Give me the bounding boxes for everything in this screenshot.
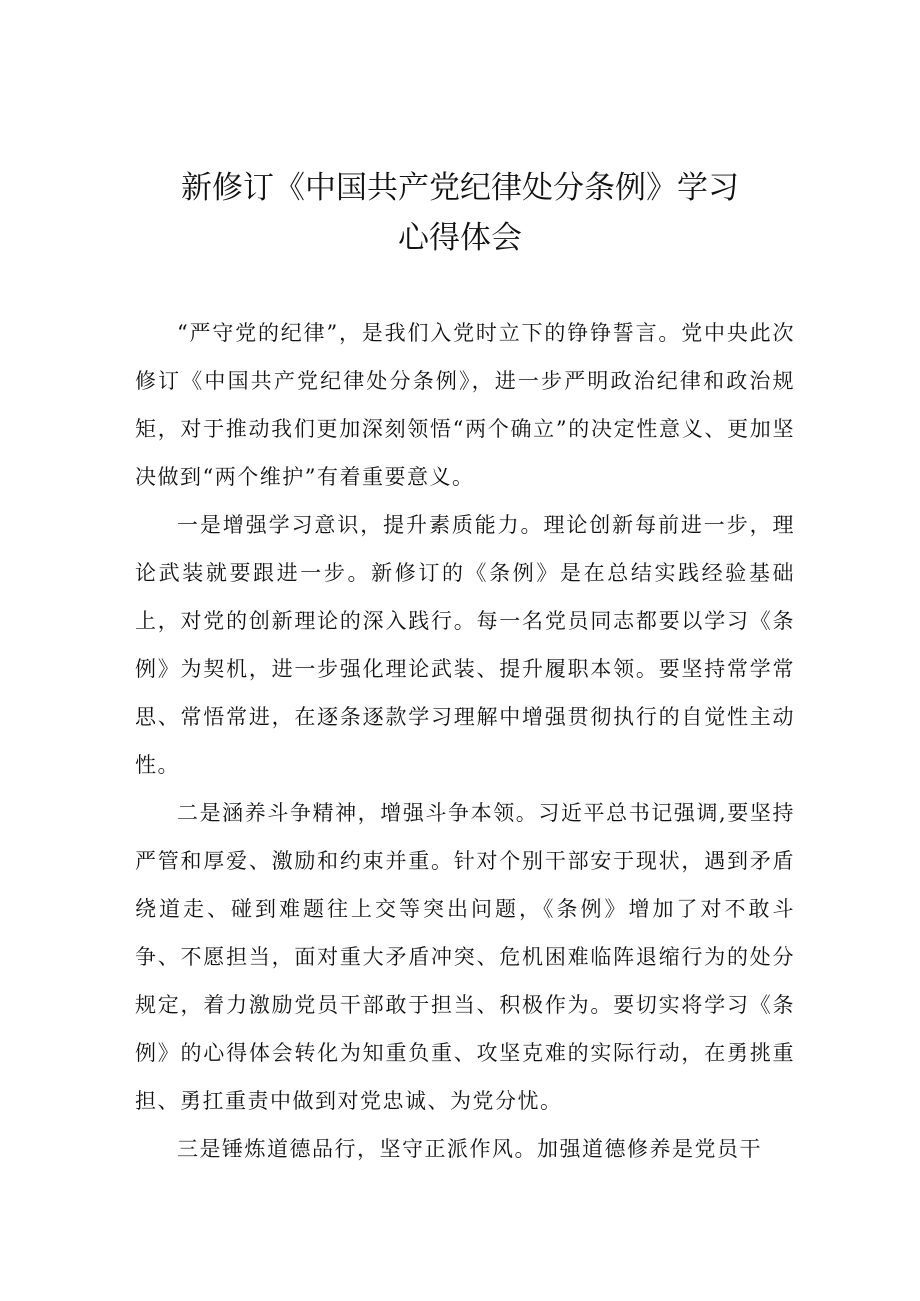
title-line-1: 新修订《中国共产党纪律处分条例》学习 [181, 170, 739, 206]
paragraph-point-3: 三是锤炼道德品行，坚守正派作风。加强道德修养是党员干 [177, 1137, 762, 1161]
document-title [0, 163, 920, 263]
title-line-2: 心得体会 [398, 220, 522, 256]
paragraph-point-2: 二是涵养斗争精神，增强斗争本领。习近平总书记强调,要坚持严管和厚爱、激励和约束并重。针对个别干部安于现状，遇到矛盾绕道走、碰到难题往上交等突出问题，《条例》增加了对不敢斗争、不愿担当，面对重大矛盾冲突、危机困难临阵退缩行为的处分规定，着力激励党员干部敢于担当、积极作为。要切实将学习《条例》的心得体会转化为知重负重、攻坚克难的实际行动，在勇挑重担、勇扛重责中做到对党忠诚、为党分忧。 [135, 801, 795, 1113]
paragraph-point-1: 一是增强学习意识，提升素质能力。理论创新每前进一步，理论武装就要跟进一步。新修订的《条例》是在总结实践经验基础上，对党的创新理论的深入践行。每一名党员同志都要以学习《条例》为契机，进一步强化理论武装、提升履职本领。要坚持常学常思、常悟常进，在逐条逐款学习理解中增强贯彻执行的自觉性主动性。 [135, 513, 795, 777]
document-body [135, 309, 795, 1173]
paragraph-intro: “严守党的纪律”，是我们入党时立下的铮铮誓言。党中央此次修订《中国共产党纪律处分条例》，进一步严明政治纪律和政治规矩，对于推动我们更加深刻领悟“两个确立”的决定性意义、更加坚决做到“两个维护”有着重要意义。 [135, 321, 795, 489]
